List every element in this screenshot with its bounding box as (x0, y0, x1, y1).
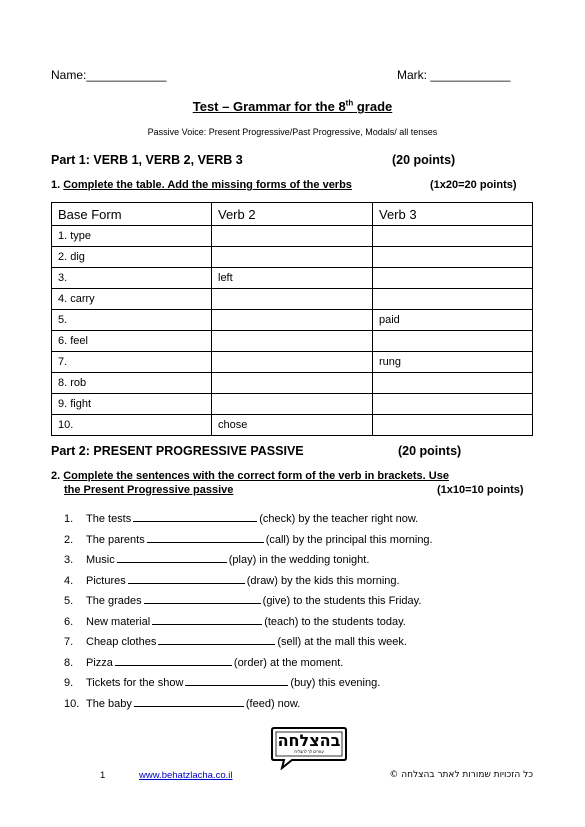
list-item (64, 510, 433, 531)
part2-heading: Part 2: PRESENT PROGRESSIVE PASSIVE (51, 444, 304, 458)
part1-heading: Part 1: VERB 1, VERB 2, VERB 3 (51, 153, 243, 167)
answer-cell[interactable]: 7. (52, 352, 212, 373)
verb-forms-table (51, 202, 533, 436)
table-row (52, 268, 533, 289)
sentence-end: (teach) to the students today. (264, 615, 406, 628)
sentence-end: (give) to the students this Friday. (262, 595, 422, 607)
table-row (52, 394, 533, 415)
page-title (0, 99, 585, 114)
behatzlacha-logo (270, 726, 348, 770)
part1-points: (20 points) (392, 153, 456, 167)
answer-cell[interactable] (212, 352, 373, 373)
table-cell: 2. dig (52, 247, 212, 268)
answer-blank[interactable] (185, 674, 288, 686)
table-cell: 1. type (52, 226, 212, 247)
sentence-start: Music (86, 554, 115, 566)
logo-text: בהצלחה (277, 731, 341, 750)
item-number: 1. (64, 513, 74, 525)
answer-blank[interactable] (147, 531, 264, 543)
table-row (52, 226, 533, 247)
sentence-start: New material (86, 615, 151, 628)
answer-blank[interactable] (115, 654, 232, 666)
item-number: 7. (64, 636, 74, 648)
list-item (64, 654, 433, 675)
item-number: 4. (64, 574, 74, 587)
sentence-end: (sell) at the mall this week. (277, 636, 407, 648)
sentence-start: The tests (86, 513, 132, 525)
table-cell: chose (212, 415, 373, 436)
sentence-end: (feed) now. (245, 697, 301, 710)
part2-instruction-line1: Complete the sentences with the correct form of the verb in brackets. Use (63, 470, 449, 482)
answer-cell[interactable] (373, 226, 533, 247)
answer-blank[interactable] (128, 572, 245, 584)
answer-cell[interactable] (212, 289, 373, 310)
list-item (64, 633, 433, 654)
item-number: 3. (64, 554, 74, 566)
answer-cell[interactable] (373, 373, 533, 394)
answer-cell[interactable] (212, 331, 373, 352)
answer-cell[interactable] (373, 268, 533, 289)
copyright-notice: כל הזכויות שמורות לאתר בהצלחה © (389, 770, 533, 780)
answer-cell[interactable] (373, 289, 533, 310)
answer-blank[interactable] (133, 510, 257, 522)
answer-cell[interactable] (212, 373, 373, 394)
header-verb-2: Verb 2 (212, 203, 373, 226)
table-header-row (52, 203, 533, 226)
answer-cell[interactable]: 5. (52, 310, 212, 331)
answer-blank[interactable] (152, 613, 262, 625)
sentence-start: The parents (86, 533, 145, 546)
sentence-start: The baby (86, 697, 132, 710)
part1-instruction-points: (1x20=20 points) (430, 179, 517, 191)
answer-cell[interactable] (212, 247, 373, 268)
table-row (52, 289, 533, 310)
sentence-start: Cheap clothes (86, 636, 157, 648)
item-number: 5. (64, 595, 74, 607)
table-row (52, 331, 533, 352)
sentence-start: Pizza (86, 656, 113, 669)
table-cell: 8. rob (52, 373, 212, 394)
table-row (52, 415, 533, 436)
table-row (52, 247, 533, 268)
list-item (64, 592, 433, 613)
answer-cell[interactable]: 3. (52, 268, 212, 289)
title-sup: th (345, 99, 354, 108)
page-number: 1 (100, 770, 106, 781)
list-item (64, 695, 433, 716)
part2-instruction-points: (1x10=10 points) (437, 484, 524, 496)
sentence-end: (order) at the moment. (233, 656, 344, 669)
item-number: 9. (64, 677, 74, 689)
list-item (64, 674, 433, 695)
logo-small-text: עוזרים לך להצליח (294, 749, 324, 754)
answer-cell[interactable] (212, 310, 373, 331)
table-cell: 4. carry (52, 289, 212, 310)
sentence-end: (check) by the teacher right now. (259, 513, 419, 525)
sentence-end: (call) by the principal this morning. (265, 533, 433, 546)
part2-instruction-line2: the Present Progressive passive (64, 484, 234, 496)
list-item (64, 613, 433, 634)
table-cell: paid (373, 310, 533, 331)
sentence-list (64, 510, 433, 715)
item-number: 2. (64, 533, 74, 546)
sentence-end: (buy) this evening. (290, 677, 381, 689)
answer-cell[interactable] (373, 331, 533, 352)
part1-instruction (51, 178, 352, 192)
item-number: 8. (64, 656, 74, 669)
website-link[interactable]: www.behatzlacha.co.il (139, 770, 233, 781)
table-row (52, 310, 533, 331)
answer-cell[interactable] (373, 415, 533, 436)
table-cell: left (212, 268, 373, 289)
answer-blank[interactable] (158, 633, 275, 645)
name-field-label: Name:____________ (51, 68, 167, 82)
answer-cell[interactable] (373, 247, 533, 268)
part1-instruction-text: Complete the table. Add the missing forms of the verbs (63, 179, 352, 191)
item-number: 10. (64, 697, 80, 710)
list-item (64, 531, 433, 552)
part2-instruction-number: 2. (51, 470, 64, 482)
answer-blank[interactable] (134, 695, 244, 707)
sentence-start: Tickets for the show (86, 677, 184, 689)
table-cell: rung (373, 352, 533, 373)
part2-points: (20 points) (398, 444, 462, 458)
title-main: Test – Grammar for the 8 (192, 99, 346, 115)
mark-field-label: Mark: ____________ (397, 68, 511, 82)
table-row (52, 373, 533, 394)
answer-blank[interactable] (144, 592, 261, 604)
sentence-end: (draw) by the kids this morning. (246, 574, 400, 587)
answer-cell[interactable] (212, 226, 373, 247)
table-row (52, 352, 533, 373)
sentence-start: Pictures (86, 574, 126, 587)
page-subtitle: Passive Voice: Present Progressive/Past Progressive, Modals/ all tenses (147, 127, 438, 137)
answer-cell[interactable]: 10. (52, 415, 212, 436)
table-cell: 6. feel (52, 331, 212, 352)
sentence-end: (play) in the wedding tonight. (228, 554, 370, 566)
sentence-start: The grades (86, 595, 142, 607)
header-base-form: Base Form (52, 203, 212, 226)
table-cell: 9. fight (52, 394, 212, 415)
item-number: 6. (64, 615, 74, 628)
list-item (64, 551, 433, 572)
header-verb-3: Verb 3 (373, 203, 533, 226)
part1-instruction-number: 1. (51, 179, 64, 191)
answer-cell[interactable] (212, 394, 373, 415)
title-end: grade (353, 99, 393, 115)
answer-blank[interactable] (117, 551, 227, 563)
list-item (64, 572, 433, 593)
answer-cell[interactable] (373, 394, 533, 415)
